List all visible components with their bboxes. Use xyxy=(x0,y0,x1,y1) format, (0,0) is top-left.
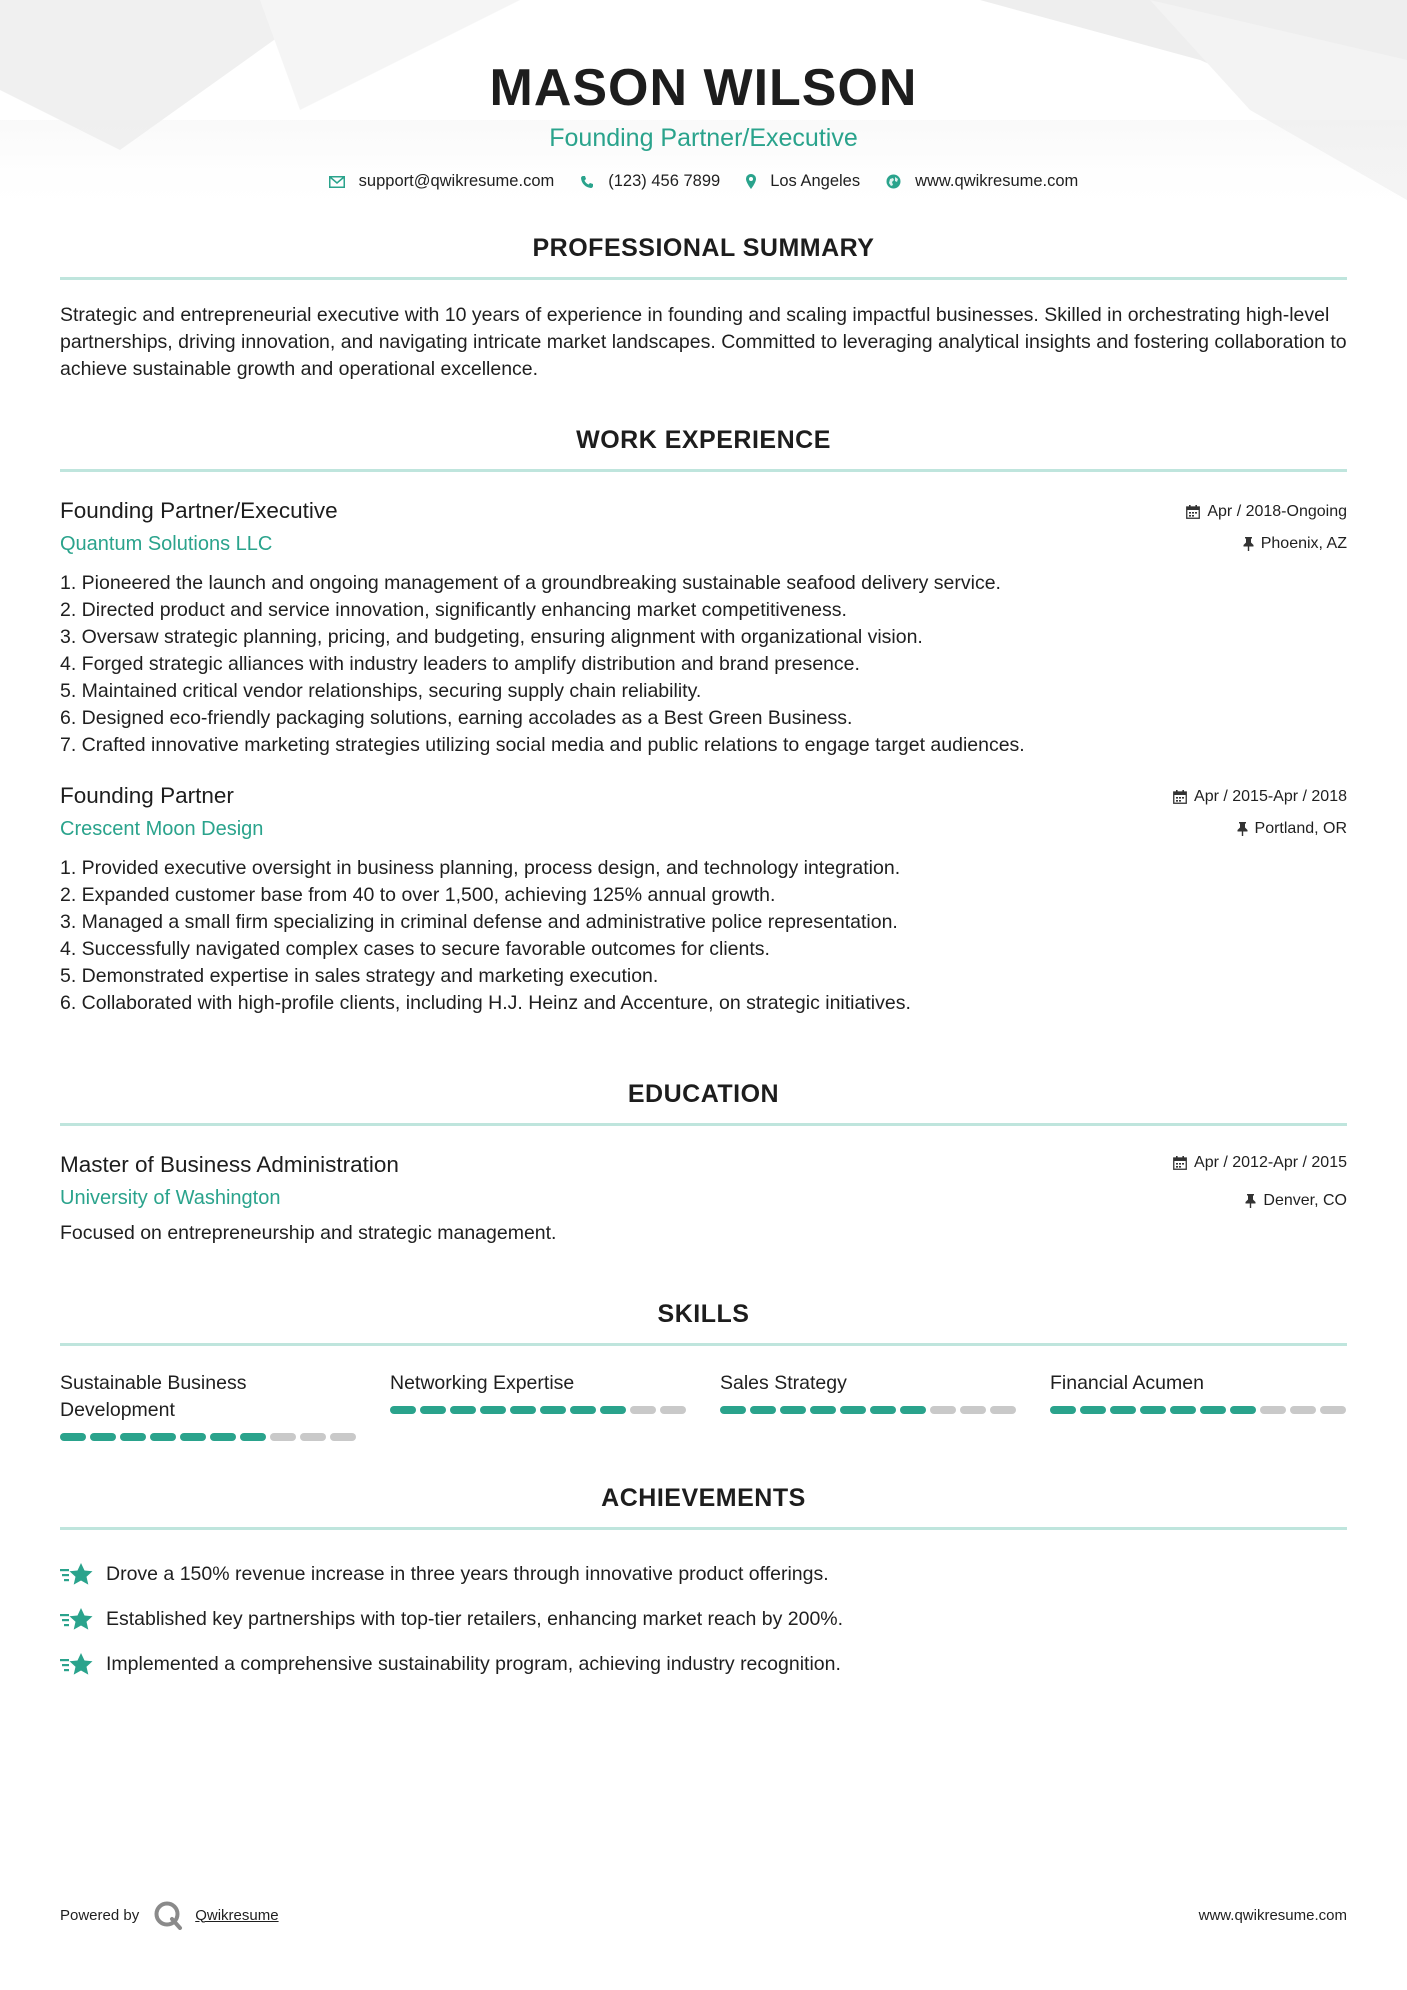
star-icon xyxy=(60,1561,94,1589)
skill-level-bar xyxy=(60,1433,360,1441)
section-divider xyxy=(60,277,1347,280)
skill-segment-empty xyxy=(270,1433,296,1441)
calendar-icon xyxy=(1186,505,1200,519)
list-item: 7. Crafted innovative marketing strategies utilizing social media and public relations to engage target audiences. xyxy=(60,734,1025,756)
map-marker-icon xyxy=(746,174,756,189)
skill-segment-filled xyxy=(420,1406,446,1414)
skill-name: Sales Strategy xyxy=(720,1372,847,1394)
skill-segment-filled xyxy=(60,1433,86,1441)
skill-segment-filled xyxy=(1080,1406,1106,1414)
footer-url-link[interactable]: www.qwikresume.com xyxy=(1198,1906,1347,1924)
school-name: University of Washington xyxy=(60,1187,281,1209)
job-meta xyxy=(1173,781,1347,843)
skill-segment-filled xyxy=(1050,1406,1076,1414)
skill-segment-empty xyxy=(960,1406,986,1414)
skill-segment-filled xyxy=(1200,1406,1226,1414)
skill-level-bar xyxy=(1050,1406,1350,1414)
skill-segment-filled xyxy=(450,1406,476,1414)
achievements-section xyxy=(60,1483,1347,1687)
skill-segment-filled xyxy=(780,1406,806,1414)
contact-phone-text: (123) 456 7899 xyxy=(608,172,721,190)
skill-name: Sustainable Business Development xyxy=(60,1372,247,1421)
summary-section xyxy=(60,233,1347,383)
job-title: Founding Partner xyxy=(60,783,234,808)
envelope-icon xyxy=(329,176,345,188)
skill-name: Financial Acumen xyxy=(1050,1372,1204,1394)
skill-segment-filled xyxy=(510,1406,536,1414)
contact-phone[interactable] xyxy=(580,172,720,191)
job-title: Founding Partner/Executive xyxy=(60,498,338,523)
skill-segment-filled xyxy=(150,1433,176,1441)
list-item: 1. Provided executive oversight in business planning, process design, and technology integration. xyxy=(60,857,901,879)
section-heading: ACHIEVEMENTS xyxy=(601,1484,806,1512)
list-item: 5. Demonstrated expertise in sales strategy and marketing execution. xyxy=(60,965,659,987)
education-location: Denver, CO xyxy=(1263,1192,1347,1209)
skill-segment-empty xyxy=(660,1406,686,1414)
skill-segment-filled xyxy=(180,1433,206,1441)
job-entry xyxy=(60,781,1347,1017)
list-item: 5. Maintained critical vendor relationships, securing supply chain reliability. xyxy=(60,680,702,702)
contact-row xyxy=(60,172,1347,191)
skill-item xyxy=(60,1370,360,1441)
job-bullets xyxy=(60,855,1347,1017)
pin-icon xyxy=(1243,537,1254,551)
powered-by-label: Powered by xyxy=(60,1906,140,1924)
pin-icon xyxy=(1237,822,1248,836)
list-item: 1. Pioneered the launch and ongoing management of a groundbreaking sustainable seafood delivery service. xyxy=(60,572,1001,594)
skill-segment-filled xyxy=(750,1406,776,1414)
list-item xyxy=(60,1552,1347,1597)
job-meta xyxy=(1186,496,1347,558)
skill-segment-filled xyxy=(210,1433,236,1441)
job-bullets xyxy=(60,570,1347,759)
skill-segment-filled xyxy=(480,1406,506,1414)
list-item: 2. Directed product and service innovation, significantly enhancing market competitiveness. xyxy=(60,599,847,621)
skill-level-bar xyxy=(390,1406,690,1414)
degree-title: Master of Business Administration xyxy=(60,1152,399,1177)
list-item: 4. Forged strategic alliances with industry leaders to amplify distribution and brand presence. xyxy=(60,653,860,675)
job-company: Crescent Moon Design xyxy=(60,818,264,840)
skill-segment-empty xyxy=(630,1406,656,1414)
list-item: 3. Managed a small firm specializing in criminal defense and administrative police representation. xyxy=(60,911,898,933)
contact-email-text: support@qwikresume.com xyxy=(358,172,555,190)
skill-segment-filled xyxy=(810,1406,836,1414)
skills-section xyxy=(60,1299,1347,1441)
skill-segment-filled xyxy=(1170,1406,1196,1414)
skill-segment-empty xyxy=(330,1433,356,1441)
education-entry xyxy=(60,1150,1347,1247)
qwikresume-logo-icon xyxy=(153,1900,183,1930)
skill-segment-filled xyxy=(720,1406,746,1414)
skill-segment-empty xyxy=(930,1406,956,1414)
job-date: Apr / 2015-Apr / 2018 xyxy=(1194,788,1347,805)
skill-segment-filled xyxy=(120,1433,146,1441)
skill-segment-empty xyxy=(1290,1406,1316,1414)
skill-segment-filled xyxy=(1140,1406,1166,1414)
contact-email[interactable] xyxy=(329,172,555,191)
skill-segment-filled xyxy=(90,1433,116,1441)
skill-segment-filled xyxy=(840,1406,866,1414)
calendar-icon xyxy=(1173,790,1187,804)
star-icon xyxy=(60,1651,94,1679)
contact-website[interactable] xyxy=(886,172,1078,191)
candidate-name: MASON WILSON xyxy=(489,59,918,117)
section-heading: EDUCATION xyxy=(627,1080,780,1108)
skill-segment-filled xyxy=(1110,1406,1136,1414)
skill-segment-filled xyxy=(1230,1406,1256,1414)
skill-level-bar xyxy=(720,1406,1020,1414)
section-divider xyxy=(60,1527,1347,1530)
skill-segment-filled xyxy=(540,1406,566,1414)
skill-segment-filled xyxy=(870,1406,896,1414)
education-meta xyxy=(1173,1150,1347,1212)
achievement-text: Established key partnerships with top-tier retailers, enhancing market reach by 200%. xyxy=(106,1608,844,1630)
skill-item xyxy=(1050,1370,1350,1441)
skill-item xyxy=(390,1370,690,1441)
list-item xyxy=(60,1642,1347,1687)
candidate-title: Founding Partner/Executive xyxy=(549,124,858,152)
section-heading: PROFESSIONAL SUMMARY xyxy=(532,234,875,262)
skills-grid xyxy=(60,1370,1347,1441)
job-date: Apr / 2018-Ongoing xyxy=(1207,503,1347,520)
job-location: Phoenix, AZ xyxy=(1260,535,1347,552)
experience-section xyxy=(60,425,1347,1017)
pin-icon xyxy=(1245,1194,1256,1208)
summary-text: Strategic and entrepreneurial executive with 10 years of experience in founding and scaling impactful businesses. Skilled in orchestrating high-level partnerships, driving innovation, and navigating intricate market landscapes. Committed to leveraging analytical insights and fostering collaboration to achieve sustainable growth and operational excellence. xyxy=(60,304,1347,380)
phone-icon xyxy=(580,175,594,189)
qwikresume-link[interactable]: Qwikresume xyxy=(195,1906,279,1924)
skill-segment-empty xyxy=(990,1406,1016,1414)
star-icon xyxy=(60,1606,94,1634)
list-item: 3. Oversaw strategic planning, pricing, and budgeting, ensuring alignment with organizational vision. xyxy=(60,626,923,648)
skill-segment-filled xyxy=(900,1406,926,1414)
list-item: 2. Expanded customer base from 40 to over 1,500, achieving 125% annual growth. xyxy=(60,884,776,906)
skill-segment-empty xyxy=(1320,1406,1346,1414)
education-section xyxy=(60,1079,1347,1247)
job-company: Quantum Solutions LLC xyxy=(60,533,273,555)
skill-segment-filled xyxy=(570,1406,596,1414)
achievement-text: Implemented a comprehensive sustainability program, achieving industry recognition. xyxy=(106,1653,841,1675)
skill-segment-empty xyxy=(1260,1406,1286,1414)
section-divider xyxy=(60,1123,1347,1126)
skill-item xyxy=(720,1370,1020,1441)
list-item: 6. Collaborated with high-profile clients, including H.J. Heinz and Accenture, on strategic initiatives. xyxy=(60,992,911,1014)
skill-segment-empty xyxy=(300,1433,326,1441)
job-location: Portland, OR xyxy=(1254,820,1347,837)
globe-icon xyxy=(886,174,901,189)
skill-segment-filled xyxy=(240,1433,266,1441)
calendar-icon xyxy=(1173,1156,1187,1170)
education-description: Focused on entrepreneurship and strategic management. xyxy=(60,1222,557,1244)
contact-location xyxy=(746,172,860,191)
contact-location-text: Los Angeles xyxy=(770,172,861,190)
skill-name: Networking Expertise xyxy=(390,1372,575,1394)
section-heading: SKILLS xyxy=(657,1300,750,1328)
education-date: Apr / 2012-Apr / 2015 xyxy=(1194,1154,1347,1171)
list-item xyxy=(60,1597,1347,1642)
section-divider xyxy=(60,1343,1347,1346)
resume-header xyxy=(60,0,1347,191)
skill-segment-filled xyxy=(390,1406,416,1414)
list-item: 4. Successfully navigated complex cases to secure favorable outcomes for clients. xyxy=(60,938,770,960)
achievements-list xyxy=(60,1552,1347,1687)
contact-website-text: www.qwikresume.com xyxy=(915,172,1079,190)
page-footer xyxy=(60,1900,1347,1930)
list-item: 6. Designed eco-friendly packaging solutions, earning accolades as a Best Green Business. xyxy=(60,707,853,729)
achievement-text: Drove a 150% revenue increase in three years through innovative product offerings. xyxy=(106,1563,829,1585)
section-divider xyxy=(60,469,1347,472)
skill-segment-filled xyxy=(600,1406,626,1414)
section-heading: WORK EXPERIENCE xyxy=(576,426,831,454)
job-entry xyxy=(60,496,1347,759)
